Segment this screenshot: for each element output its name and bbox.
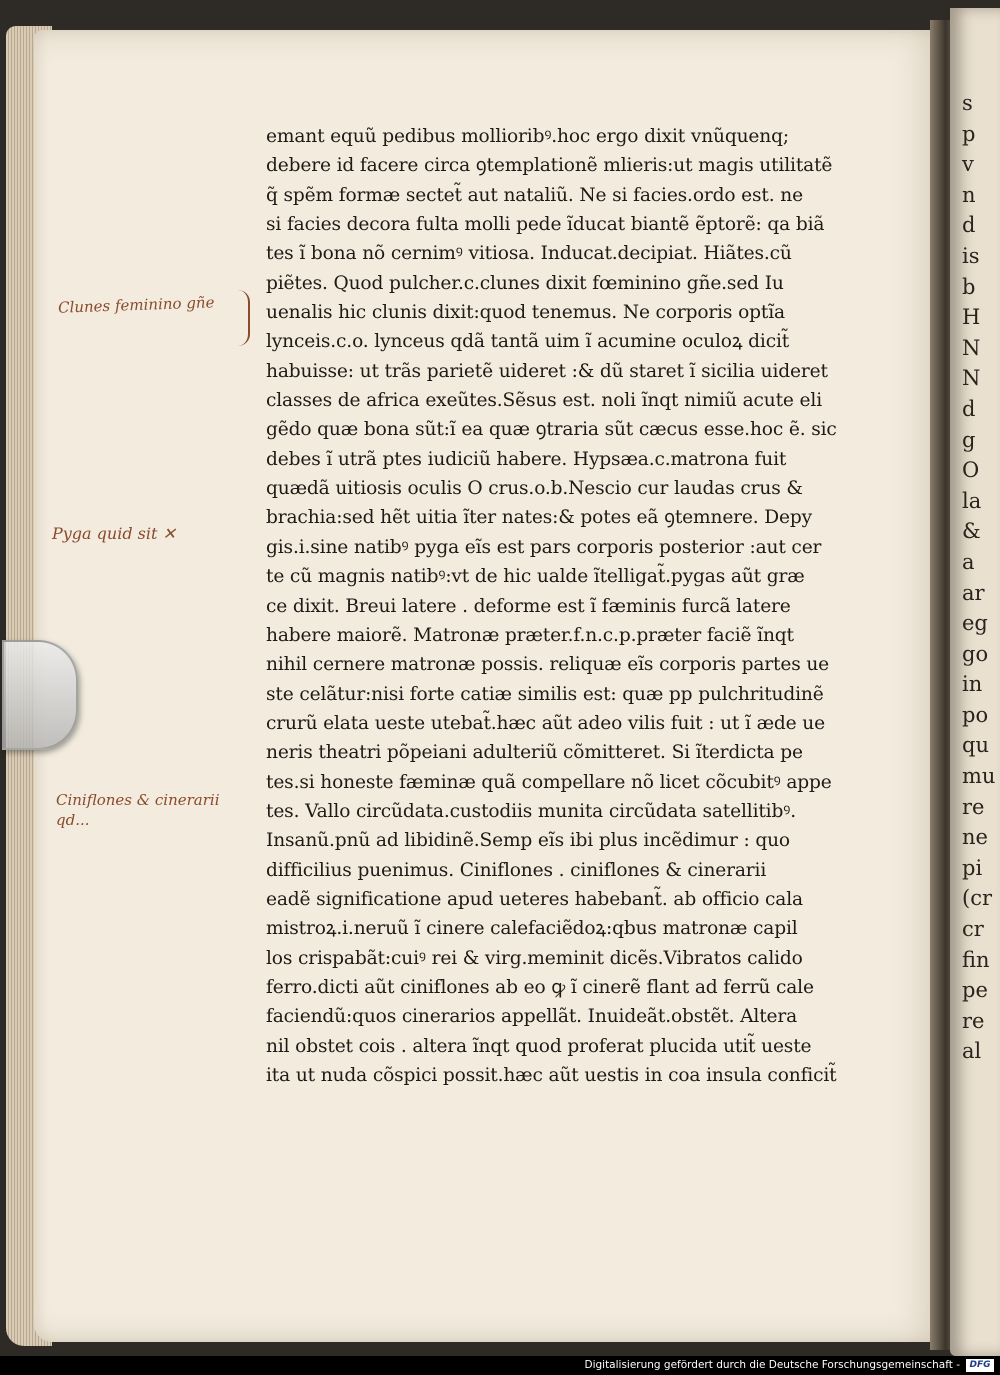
text-line: ce dixit. Breui latere . deforme est ĩ fæminis furcã latere bbox=[266, 595, 791, 617]
text-line: gis.i.sine natibꝰ pyga eĩs est pars corporis posterior :aut cer bbox=[266, 536, 822, 558]
text-line: tes ĩ bona nõ cernimꝰ vitiosa. Inducat.decipiat. Hiãtes.cũ bbox=[266, 243, 792, 265]
text-line: ste celãtur:nisi forte catiæ similis est: quæ pp pulchritudinẽ bbox=[266, 683, 824, 705]
text-line: piẽtes. Quod pulcher.c.clunes dixit fœminino gñe.sed Iu bbox=[266, 272, 784, 294]
main-text-block bbox=[266, 122, 846, 1090]
text-line: neris theatri põpeiani adulteriũ cõmitteret. Si ĩterdicta pe bbox=[266, 742, 803, 764]
marginal-note-ciniflones bbox=[56, 790, 220, 830]
text-line: nihil cernere matronæ possis. reliquæ eĩs corporis partes ue bbox=[266, 654, 830, 676]
text-line: ferro.dicti aũt ciniflones ab eo ꝙ ĩ cinerẽ flant ad ferrũ cale bbox=[266, 976, 814, 998]
text-line: mistroꝝ.i.neruũ ĩ cinere calefaciẽdoꝝ:qbus matronæ capil bbox=[266, 918, 798, 940]
text-line: classes de africa exeũtes.Sẽsus est. noli ĩnqt nimiũ acute eli bbox=[266, 390, 822, 412]
text-line: debere id facere circa ꝯtemplationẽ mlieris:ut magis utilitatẽ bbox=[266, 155, 833, 177]
footer-credit: Digitalisierung gefördert durch die Deutsche Forschungsgemeinschaft - bbox=[584, 1359, 960, 1371]
text-line: quædã uitiosis oculis O crus.o.b.Nescio cur laudas crus & bbox=[266, 478, 803, 500]
marginal-note-ciniflones-line-2: qd... bbox=[56, 811, 90, 829]
text-line: faciendũ:quos cinerarios appellãt. Inuideãt.obstẽt. Altera bbox=[266, 1006, 798, 1028]
page-clip bbox=[2, 640, 78, 750]
marginal-note-clunes: Clunes feminino gñe bbox=[57, 293, 215, 317]
text-line: crurũ elata ueste utebat̃.hæc aũt adeo vilis fuit : ut ĩ æde ue bbox=[266, 712, 825, 734]
marginal-note-pyga: Pyga quid sit ✕ bbox=[52, 524, 176, 543]
footer-bar bbox=[0, 1356, 1000, 1375]
marginal-note-ciniflones-line-1: Ciniflones & cinerarii bbox=[56, 791, 220, 809]
marginal-bracket bbox=[236, 290, 250, 346]
text-line: ita ut nuda cõspici possit.hæc aũt uestis in coa insula conficit̃ bbox=[266, 1065, 837, 1086]
text-line: gẽdo quæ bona sũt:ĩ ea quæ ꝯtraria sũt cæcus esse.hoc ẽ. sic bbox=[266, 419, 837, 441]
text-line: habere maiorẽ. Matronæ præter.f.n.c.p.præter faciẽ ĩnqt bbox=[266, 624, 794, 646]
text-line: Insanũ.pnũ ad libidinẽ.Semp eĩs ibi plus incẽdimur : quo bbox=[266, 830, 790, 852]
text-line: brachia:sed hẽt uitia ĩter nates:& potes eã ꝯtemnere. Depy bbox=[266, 507, 813, 529]
text-line: debes ĩ utrã ptes iudiciũ habere. Hypsæa.c.matrona fuit bbox=[266, 448, 787, 470]
text-line: si facies decora fulta molli pede ĩducat biantẽ ẽptorẽ: qa biã bbox=[266, 214, 825, 236]
text-line: uenalis hic clunis dixit:quod tenemus. Ne corporis optĩa bbox=[266, 302, 785, 324]
text-line: emant equũ pedibus mollioribꝰ.hoc ergo dixit vnũquenq; bbox=[266, 126, 789, 147]
text-line: difficilius puenimus. Ciniflones . ciniflones & cinerarii bbox=[266, 859, 767, 881]
text-line: lynceis.c.o. lynceus qdã tantã uim ĩ acumine oculoꝝ dicit̃ bbox=[266, 331, 790, 353]
text-line: tes.si honeste fæminæ quã compellare nõ licet cõcubitꝰ appe bbox=[266, 771, 832, 793]
text-line: q̃ spẽm formæ sectet̃ aut nataliũ. Ne si facies.ordo est. ne bbox=[266, 184, 803, 206]
dfg-logo: DFG bbox=[966, 1359, 994, 1372]
facing-page bbox=[950, 8, 1000, 1356]
text-line: habuisse: ut trãs parietẽ uideret :& dũ staret ĩ sicilia uideret bbox=[266, 360, 828, 382]
text-line: eadẽ significatione apud ueteres habebant̃. ab officio cala bbox=[266, 888, 803, 910]
text-line: nil obstet cois . altera ĩnqt quod proferat plucida utit̃ ueste bbox=[266, 1035, 812, 1057]
text-line: tes. Vallo circũdata.custodiis munita circũdata satellitibꝰ. bbox=[266, 800, 796, 822]
text-line: los crispabãt:cuiꝰ rei & virg.meminit dicẽs.Vibratos calido bbox=[266, 947, 803, 969]
facing-page-text: s p v n d is b H N N d g O la & a ar eg go in po qu mu re ne pi (cr cr fin pe re al bbox=[962, 91, 996, 1064]
text-line: te cũ magnis natibꝰ:vt de hic ualde ĩtelligat̃.pygas aũt græ bbox=[266, 566, 805, 588]
